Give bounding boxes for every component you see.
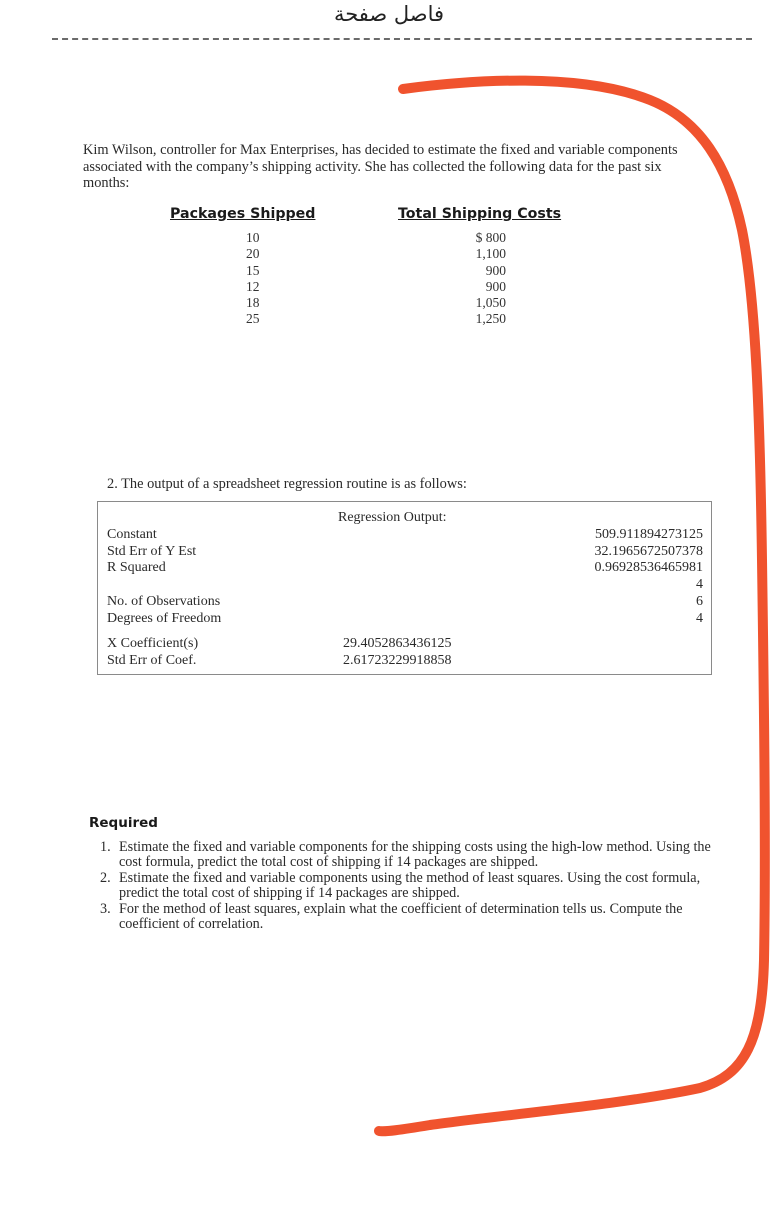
constant-label: Constant xyxy=(107,527,157,542)
observations-value: 6 xyxy=(696,594,703,609)
regression-intro: 2. The output of a spreadsheet regression routine is as follows: xyxy=(107,476,467,492)
required-item-text: For the method of least squares, explain what the coefficient of determination tells us. Compute the coefficient of correlation. xyxy=(119,900,683,933)
degrees-of-freedom-label: Degrees of Freedom xyxy=(107,610,222,626)
cost-cell: 1,100 xyxy=(475,246,506,262)
packages-cell: 12 xyxy=(246,278,260,294)
cost-cell: $ 800 xyxy=(475,230,506,245)
packages-shipped-header: Packages Shipped xyxy=(170,206,316,222)
required-item-text: Estimate the fixed and variable components using the method of least squares. Using the cost formula, predict the total cost of shipping if 14 packages are shipped. xyxy=(119,869,701,902)
x-coefficient-value: 29.4052863436125 xyxy=(343,636,452,651)
cost-cell: 1,250 xyxy=(475,311,506,327)
degrees-of-freedom-value: 4 xyxy=(696,610,703,626)
std-err-coef-label: Std Err of Coef. xyxy=(107,652,197,668)
required-item-number: 2. xyxy=(100,869,111,886)
red-bracket-stroke xyxy=(379,81,765,1132)
packages-cell: 15 xyxy=(246,262,260,278)
r-squared-value: 0.96928536465981 xyxy=(594,560,703,575)
total-shipping-costs-header: Total Shipping Costs xyxy=(398,206,562,222)
cost-cell: 900 xyxy=(485,262,506,278)
page-break-label: فاصل صفحة xyxy=(333,2,445,26)
extra-value: 4 xyxy=(696,577,703,592)
intro-text: Kim Wilson, controller for Max Enterprises, has decided to estimate the fixed and variable components associated with the company’s shipping activity. She has collected the following data for the past six months: xyxy=(83,142,678,191)
constant-value: 509.911894273125 xyxy=(595,527,703,542)
required-item-number: 1. xyxy=(100,839,111,855)
regression-output-title: Regression Output: xyxy=(338,510,447,525)
cost-cell: 900 xyxy=(485,278,506,294)
cost-cell: 1,050 xyxy=(475,295,506,311)
std-err-y-value: 32.1965672507378 xyxy=(594,543,703,559)
required-item-number: 3. xyxy=(100,900,111,917)
std-err-y-label: Std Err of Y Est xyxy=(107,543,197,559)
observations-label: No. of Observations xyxy=(107,594,221,609)
packages-cell: 10 xyxy=(246,230,260,245)
r-squared-label: R Squared xyxy=(107,560,166,575)
packages-cell: 20 xyxy=(246,246,260,262)
std-err-coef-value: 2.61723229918858 xyxy=(343,652,452,668)
required-heading: Required xyxy=(89,815,158,831)
packages-cell: 18 xyxy=(246,295,260,311)
packages-cell: 25 xyxy=(246,311,260,327)
x-coefficient-label: X Coefficient(s) xyxy=(107,636,199,651)
required-item-text: Estimate the fixed and variable components for the shipping costs using the high-low method. Using the cost formula, predict the total cost of shipping if 14 packages are shipped. xyxy=(119,839,711,871)
